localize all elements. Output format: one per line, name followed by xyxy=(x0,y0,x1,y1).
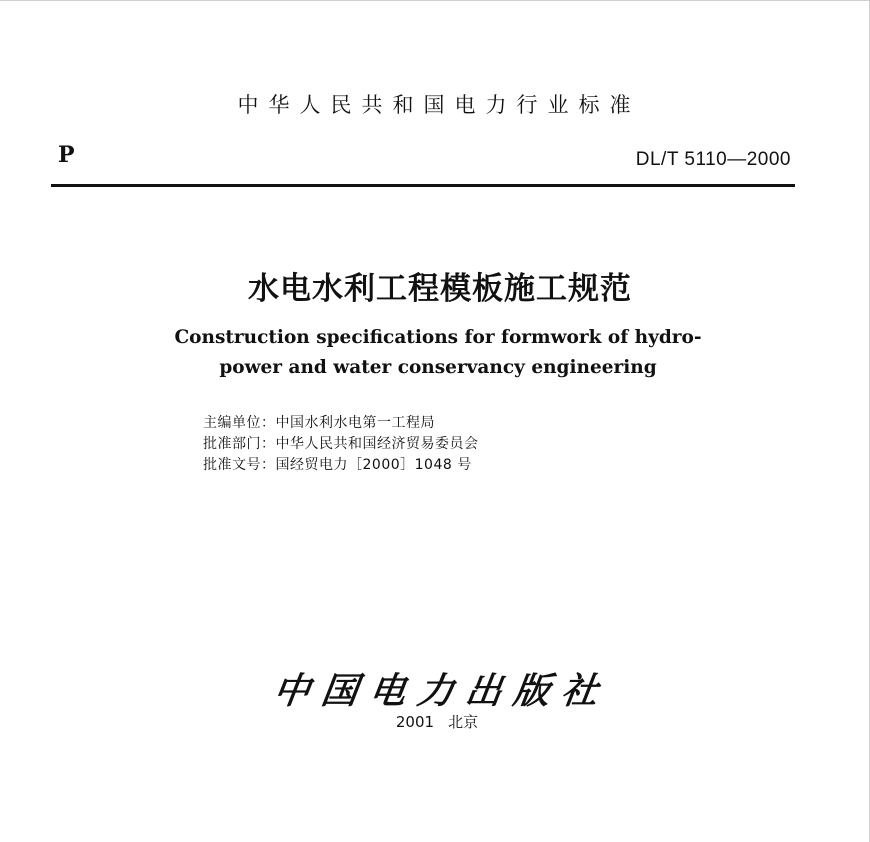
editor-unit-row: 主编单位：中国水利水电第一工程局 xyxy=(203,415,435,431)
publisher-name: 中国电力出版社 xyxy=(270,670,613,712)
publication-info xyxy=(0,711,870,732)
approval-department-row: 批准部门：中华人民共和国经济贸易委员会 xyxy=(203,436,479,452)
approval-info xyxy=(203,413,479,476)
english-title-line-2: power and water conservancy engineering xyxy=(219,357,657,378)
publication-year: 2001 xyxy=(395,713,435,731)
approval-document-number-row: 批准文号：国经贸电力［2000］1048 号 xyxy=(203,457,472,473)
header-divider xyxy=(51,184,795,187)
standard-series-title: 中华人民共和国电力行业标准 xyxy=(237,93,641,117)
english-title-line-1: Construction specifications for formwork of hydro- xyxy=(174,327,702,348)
publication-place: 北京 xyxy=(448,713,479,731)
document-title-english xyxy=(0,323,870,383)
category-letter: P xyxy=(58,142,75,168)
document-title-chinese: 水电水利工程模板施工规范 xyxy=(248,271,632,307)
standard-number: DL/T 5110—2000 xyxy=(635,149,791,170)
